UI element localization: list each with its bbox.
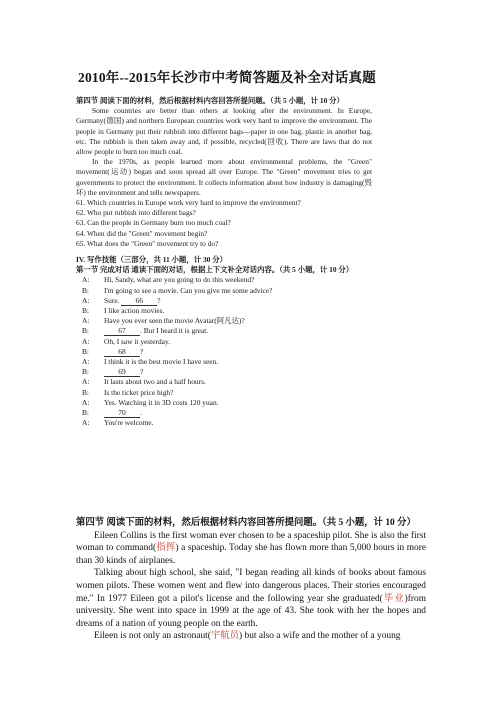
dialog-text-run: ? (140, 346, 144, 356)
dialog-text (104, 316, 372, 326)
dialog-text (104, 306, 372, 316)
dialog-line (76, 398, 372, 408)
dialog-text (104, 398, 372, 408)
dialog-text (104, 275, 372, 285)
speaker-label: A: (82, 336, 90, 346)
speaker-label: A: (82, 418, 90, 428)
text-run: )from university. She went into space in 1999 at the age of 43. She took with her the hopes and dreams of a nation of young people on the earth. (76, 593, 426, 629)
dialog-line (76, 296, 372, 306)
dialog-line (76, 388, 372, 398)
dialog-text-run: . But I heard it is great. (140, 326, 209, 336)
text-run: Talking about high school, she said, "I began reading all kinds of books about famous women pilots. These women went and flew into dangerous places. Their stories encouraged me." In 1977 Eileen got a pilot's license and the following year she graduated( (76, 568, 426, 604)
chinese-gloss: 指挥 (156, 543, 176, 554)
writing-subheading: 第一节 完成对话 通读下面的对话，根据上下文补全对话内容。（共 5 小题，计 10 分） (76, 265, 354, 275)
dialog-line (76, 408, 372, 418)
chinese-gloss: 毕业 (382, 593, 405, 604)
answer-blank[interactable]: 70 (104, 409, 140, 418)
dialog-text-run: Sure. (104, 295, 122, 305)
dialog-line (76, 418, 372, 428)
dialog-text (104, 408, 372, 418)
paragraph (76, 630, 426, 643)
dialog-text-run: Hi, Sandy, what are you going to do this weekend? (104, 275, 255, 285)
speaker-label: A: (82, 357, 90, 367)
dialog-line (76, 326, 372, 336)
section-heading: 第四节 阅读下面的材料，然后根据材料内容回答所提问题。（共 5 小题，计 10 分） (76, 96, 344, 105)
answer-blank[interactable]: 69 (104, 368, 140, 377)
scanned-exam-excerpt (76, 96, 372, 429)
speaker-label: B: (82, 408, 89, 418)
answer-blank[interactable]: 67 (104, 327, 140, 336)
dialog-text (104, 388, 372, 398)
speaker-label: B: (82, 326, 89, 336)
speaker-label: A: (82, 397, 90, 407)
dialog-line (76, 347, 372, 357)
dialog-line (76, 357, 372, 367)
speaker-label: A: (82, 295, 90, 305)
dialog-text-run: Is the ticket price high? (104, 387, 174, 397)
dialog-text-run: Oh, I saw it yesterday. (104, 336, 171, 346)
question: 64. When did the "Green" movement begin? (76, 228, 208, 238)
text-run: Eileen is not only an astronaut( (94, 631, 211, 642)
answer-blank[interactable]: 66 (121, 297, 157, 306)
dialog (76, 275, 372, 428)
question: 62. Who put rubbish into different bags? (76, 208, 196, 218)
speaker-label: A: (82, 377, 90, 387)
paragraph (76, 530, 426, 568)
text-run: Eileen Collins is the first woman ever chosen to be a spaceship pilot. She is also the first woman to command( (76, 530, 426, 554)
dialog-text (104, 337, 372, 347)
dialog-text (104, 286, 372, 296)
question: 63. Can the people in Germany burn too much coal? (76, 218, 231, 228)
paragraph: In the 1970s, as people learned more about environmental problems, the "Green" movement(运动) began and soon spread all over Europe. The "Green" movement tries to get governments to protect the environment. It collects information about how industry is damaging(毁坏) the environment and tells newspapers. (76, 157, 372, 197)
answer-blank[interactable]: 68 (104, 348, 140, 357)
paragraph (76, 567, 426, 630)
speaker-label: B: (82, 306, 89, 316)
dialog-text-run: . (140, 408, 142, 418)
dialog-line (76, 306, 372, 316)
dialog-line (76, 367, 372, 377)
dialog-text (104, 347, 372, 357)
page-title: 2010年--2015年长沙市中考简答题及补全对话真题 (78, 70, 376, 85)
writing-heading: IV. 写作技能（三部分，共 11 小题，计 30 分） (76, 255, 227, 265)
dialog-text-run: ? (140, 367, 144, 377)
dialog-line (76, 275, 372, 285)
text-run: ) a spaceship. Today she has flown more than 5,000 hours in more than 30 kinds of airplanes. (76, 543, 427, 566)
dialog-text-run: You're welcome. (104, 418, 154, 428)
reading-section (76, 517, 426, 643)
question: 61. Which countries in Europe work very hard to improve the environment? (76, 198, 301, 208)
speaker-label: B: (82, 285, 89, 295)
dialog-line (76, 316, 372, 326)
speaker-label: A: (82, 316, 90, 326)
dialog-text (104, 296, 372, 306)
dialog-text-run: It lasts about two and a half hours. (104, 377, 206, 387)
question: 65. What does the "Green" movement try to do? (76, 238, 219, 248)
dialog-line (76, 337, 372, 347)
dialog-text (104, 418, 372, 428)
speaker-label: B: (82, 346, 89, 356)
text-run: ) but also a wife and the mother of a young (239, 631, 401, 642)
dialog-text-run: Yes. Watching it in 3D costs 120 yuan. (104, 397, 219, 407)
dialog-text-run: ? (157, 295, 161, 305)
paragraph: Some countries are better than others at looking after the environment. In Europe, Germany(德国) and northern European countries work very hard to improve the environment. The people in Germany put their rubbish into different bags—paper in one bag, plastic in another bag, etc. The rubbish is then taken away and, if possible, recycled(回收). There are laws that do not allow people to burn too much coal. (76, 106, 372, 157)
dialog-text (104, 377, 372, 387)
dialog-text-run: I think it is the best movie I have seen. (104, 357, 219, 367)
dialog-text-run: I'm going to see a movie. Can you give me some advice? (104, 285, 273, 295)
dialog-text-run: Have you ever seen the movie Avatar(阿凡达)? (104, 316, 245, 326)
section-heading: 第四节 阅读下面的材料，然后根据材料内容回答所提问题。（共 5 小题，计 10 分） (76, 518, 416, 528)
dialog-text (104, 367, 372, 377)
dialog-text (104, 326, 372, 336)
chinese-gloss: 宇航员 (210, 631, 240, 642)
speaker-label: B: (82, 367, 89, 377)
dialog-text-run: I like action movies. (104, 306, 165, 316)
dialog-line (76, 377, 372, 387)
dialog-line (76, 286, 372, 296)
speaker-label: B: (82, 387, 89, 397)
speaker-label: A: (82, 275, 90, 285)
dialog-text (104, 357, 372, 367)
